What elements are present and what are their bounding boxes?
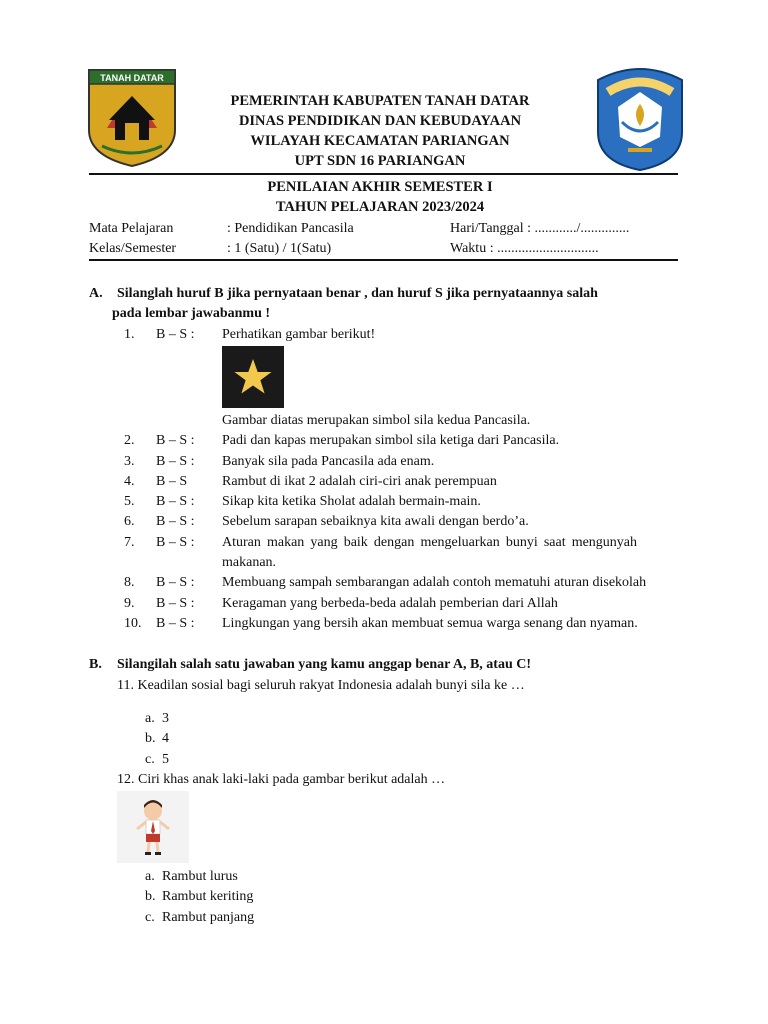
option-text: 3 [162,711,169,726]
question-12-text: 12. Ciri khas anak laki-laki pada gambar berikut adalah … [117,772,446,787]
item-text: Sebelum sarapan sebaiknya kita awali dengan berdo’a. [222,514,529,529]
class-value: : 1 (Satu) / 1(Satu) [227,241,332,256]
section-a-instruction-2: pada lembar jawabanmu ! [112,306,271,321]
item-number: 10. [124,616,142,631]
option-label: a. [145,711,155,726]
item-text: Sikap kita ketika Sholat adalah bermain-main. [222,494,481,509]
item-bs: B – S : [156,616,195,631]
star-symbol-image [222,346,284,408]
option-label: c. [145,752,155,767]
item-number: 4. [124,474,135,489]
exam-year: TAHUN PELAJARAN 2023/2024 [275,199,485,215]
item-number: 1. [124,327,135,342]
item-text: Padi dan kapas merupakan simbol sila ketiga dari Pancasila. [222,433,560,448]
class-label: Kelas/Semester [89,241,177,256]
item-bs: B – S : [156,454,195,469]
item-text: Gambar diatas merupakan simbol sila kedua Pancasila. [222,413,531,428]
question-11-text: 11. Keadilan sosial bagi seluruh rakyat Indonesia adalah bunyi sila ke … [117,678,525,693]
exam-title: PENILAIAN AKHIR SEMESTER I [267,179,493,195]
header-line-2: DINAS PENDIDIKAN DAN KEBUDAYAAN [238,113,522,129]
item-text-continued: makanan. [222,555,277,570]
item-text: Aturan makan yang baik dengan mengeluarkan bunyi saat mengunyah [222,535,638,550]
option-label: b. [145,731,156,746]
option-text: Rambut panjang [162,910,255,925]
date-label: Hari/Tanggal : ............/.............. [450,221,630,236]
star-icon [222,346,284,408]
section-b-letter: B. [89,657,102,672]
item-number: 7. [124,535,135,550]
item-number: 6. [124,514,135,529]
header-line-3: WILAYAH KECAMATAN PARIANGAN [250,133,510,149]
option-text: Rambut keriting [162,889,254,904]
item-text: Keragaman yang berbeda-beda adalah pemberian dari Allah [222,596,558,611]
section-a-instruction-1: Silanglah huruf B jika pernyataan benar , dan huruf S jika pernyataannya salah [117,286,598,301]
item-text: Rambut di ikat 2 adalah ciri-ciri anak perempuan [222,474,497,489]
item-number: 9. [124,596,135,611]
boy-illustration [117,791,189,863]
option-text: 5 [162,752,169,767]
info-divider [89,259,678,261]
logo-banner-text: TANAH DATAR [100,73,164,83]
option-label: b. [145,889,156,904]
item-text: Membuang sampah sembarangan adalah contoh mematuhi aturan disekolah [222,575,647,590]
header-line-4: UPT SDN 16 PARIANGAN [294,153,466,169]
item-number: 8. [124,575,135,590]
header-line-1: PEMERINTAH KABUPATEN TANAH DATAR [230,93,530,109]
item-number: 2. [124,433,135,448]
item-bs: B – S [156,474,188,489]
header-divider [89,173,678,175]
item-bs: B – S : [156,433,195,448]
section-a-letter: A. [89,286,103,301]
item-text: Perhatikan gambar berikut! [222,327,376,342]
item-text: Lingkungan yang bersih akan membuat semua warga senang dan nyaman. [222,616,638,631]
item-bs: B – S : [156,327,195,342]
item-bs: B – S : [156,575,195,590]
subject-value: : Pendidikan Pancasila [227,221,354,236]
option-text: Rambut lurus [162,869,238,884]
option-label: a. [145,869,155,884]
item-text: Banyak sila pada Pancasila ada enam. [222,454,435,469]
item-bs: B – S : [156,535,195,550]
time-label: Waktu : ............................. [450,241,599,256]
item-bs: B – S : [156,494,195,509]
section-b-instruction: Silangilah salah satu jawaban yang kamu anggap benar A, B, atau C! [117,657,532,672]
item-bs: B – S : [156,514,195,529]
subject-label: Mata Pelajaran [89,221,174,236]
option-label: c. [145,910,155,925]
option-text: 4 [162,731,169,746]
item-number: 5. [124,494,135,509]
item-number: 3. [124,454,135,469]
item-bs: B – S : [156,596,195,611]
